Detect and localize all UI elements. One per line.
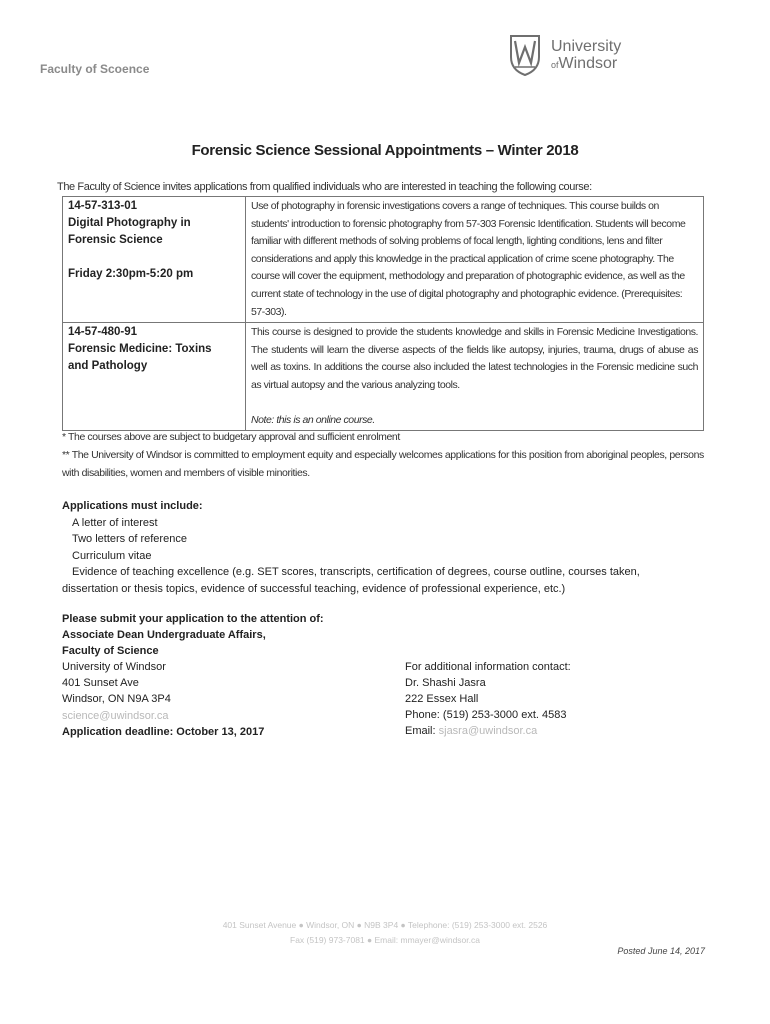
application-deadline: Application deadline: October 13, 2017 bbox=[62, 725, 265, 738]
list-item: Evidence of teaching excellence (e.g. SET scores, transcripts, certification of degrees, course outline, courses taken, bbox=[72, 566, 640, 578]
page-title: Forensic Science Sessional Appointments – Winter 2018 bbox=[191, 142, 579, 159]
submit-section bbox=[62, 611, 392, 740]
faculty-label: Faculty of Scoence bbox=[40, 62, 150, 76]
course-code: 14-57-480-91 bbox=[68, 326, 138, 339]
course-code: 14-57-313-01 bbox=[68, 200, 138, 212]
course-info-cell bbox=[63, 323, 246, 431]
contact-office: 222 Essex Hall bbox=[405, 693, 479, 706]
course-description-cell bbox=[246, 323, 704, 431]
course-name: Forensic Science bbox=[68, 234, 163, 246]
course-description-cell bbox=[246, 197, 704, 323]
contact-heading: For additional information contact: bbox=[405, 661, 571, 673]
contact-email-line: Email: sjasra@uwindsor.ca bbox=[405, 725, 538, 738]
logo-university-text: University bbox=[551, 38, 622, 55]
submit-university: University of Windsor bbox=[62, 661, 166, 674]
list-item: Two letters of reference bbox=[72, 533, 187, 545]
course-note: Note: this is an online course. bbox=[251, 413, 375, 426]
course-description: Use of photography in forensic investigations covers a range of techniques. This course builds on students' introduction to forensic photography from 57-303 Forensic Identification. Students will become familiar with different methods of solving problems of focal length, lighting conditions, lens and filter considerations and apply this knowledge in the practical application of crime scene photography. The course will cover the equipment, methodology and preparation of photographic evidence, as well as the current state of technology in the use of digital photography and photographic evidence. (Prerequisites: 57-303). bbox=[251, 200, 686, 318]
submit-dean: Associate Dean Undergraduate Affairs, bbox=[62, 629, 266, 642]
applications-heading: Applications must include: bbox=[62, 500, 203, 512]
contact-email-link[interactable]: sjasra@uwindsor.ca bbox=[438, 725, 538, 738]
table-row bbox=[63, 323, 704, 431]
contact-phone: Phone: (519) 253-3000 ext. 4583 bbox=[405, 709, 567, 722]
list-item: Curriculum vitae bbox=[72, 549, 152, 562]
posted-date: Posted June 14, 2017 bbox=[617, 946, 705, 956]
course-table bbox=[62, 196, 704, 431]
notes-section bbox=[62, 428, 712, 482]
submit-email-link[interactable]: science@uwindsor.ca bbox=[62, 709, 169, 722]
page-footer bbox=[0, 918, 770, 948]
crest-icon bbox=[508, 33, 542, 77]
footer-address: 401 Sunset Avenue ● Windsor, ON ● N9B 3P4 ● Telephone: (519) 253-3000 ext. 2526 bbox=[222, 920, 548, 930]
course-name: Digital Photography in bbox=[68, 217, 191, 229]
submit-street: 401 Sunset Ave bbox=[62, 677, 139, 690]
equity-note: ** The University of Windsor is committed to employment equity and especially welcomes applications for this position from aboriginal peoples, persons with disabilities, women and members of visible minorities. bbox=[62, 449, 704, 479]
submit-heading: Please submit your application to the attention of: bbox=[62, 613, 324, 625]
course-time: Friday 2:30pm-5:20 pm bbox=[68, 268, 194, 280]
course-info-cell bbox=[63, 197, 246, 323]
footer-fax-email: Fax (519) 973-7081 ● Email: mmayer@windsor.ca bbox=[290, 935, 480, 945]
submit-faculty: Faculty of Science bbox=[62, 645, 159, 658]
list-item: A letter of interest bbox=[72, 516, 158, 529]
contact-name: Dr. Shashi Jasra bbox=[405, 677, 486, 690]
budget-note: * The courses above are subject to budgetary approval and sufficient enrolment bbox=[62, 431, 400, 443]
course-description: This course is designed to provide the students knowledge and skills in Forensic Medicine Investigations. The students will learn the diverse aspects of the fields like autopsy, injuries, trauma, drugs of abuse as well as toxins. In additions the course also included the latest technologies in the Forensic medicine such as virtual autopsy and the various analyzing tools. bbox=[251, 326, 698, 391]
university-logo bbox=[508, 33, 628, 79]
course-name: and Pathology bbox=[68, 360, 148, 373]
intro-text: The Faculty of Science invites applications from qualified individuals who are interested in teaching the following course: bbox=[57, 181, 592, 193]
submit-city: Windsor, ON N9A 3P4 bbox=[62, 693, 171, 706]
applications-section bbox=[62, 498, 712, 597]
logo-windsor-text: ofWindsor bbox=[551, 55, 618, 72]
table-row bbox=[63, 197, 704, 323]
course-name: Forensic Medicine: Toxins bbox=[68, 343, 212, 356]
list-item-continuation: dissertation or thesis topics, evidence of successful teaching, evidence of professional experience, etc.) bbox=[62, 582, 566, 595]
contact-section bbox=[405, 659, 685, 739]
